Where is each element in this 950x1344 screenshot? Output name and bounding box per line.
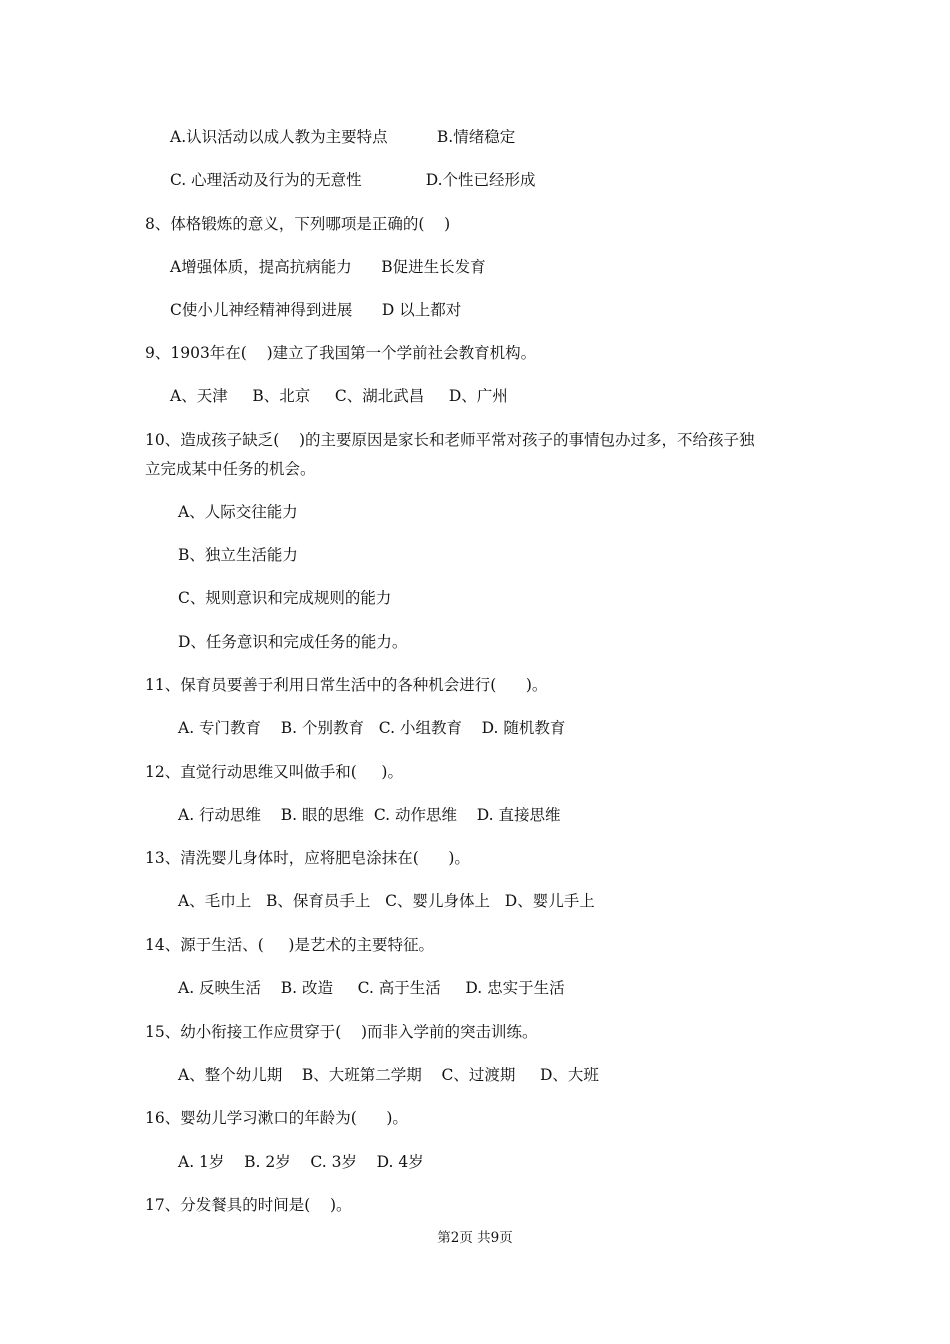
q11-options: A. 专门教育 B. 个别教育 C. 小组教育 D. 随机教育: [178, 719, 566, 737]
q7-options-cd: C. 心理活动及行为的无意性 D.个性已经形成: [170, 171, 536, 189]
question-16: 16、婴幼儿学习漱口的年龄为( )。: [145, 1109, 408, 1127]
question-17: 17、分发餐具的时间是( )。: [145, 1196, 352, 1214]
q16-options: A. 1岁 B. 2岁 C. 3岁 D. 4岁: [178, 1153, 424, 1171]
q9-options: A、天津 B、北京 C、湖北武昌 D、广州: [170, 387, 508, 405]
question-8: 8、体格锻炼的意义，下列哪项是正确的( ): [145, 215, 451, 233]
q10-option-c: C、规则意识和完成规则的能力: [178, 589, 392, 607]
q10-option-a: A、人际交往能力: [178, 503, 298, 521]
question-10: 10、造成孩子缺乏( )的主要原因是家长和老师平常对孩子的事情包办过多，不给孩子独: [145, 431, 755, 449]
q13-options: A、毛巾上 B、保育员手上 C、婴儿身体上 D、婴儿手上: [178, 892, 595, 910]
question-13: 13、清洗婴儿身体时，应将肥皂涂抹在( )。: [145, 849, 470, 867]
question-12: 12、直觉行动思维又叫做手和( )。: [145, 763, 403, 781]
q8-options-ab: A增强体质，提高抗病能力 B促进生长发育: [170, 258, 486, 276]
q14-options: A. 反映生活 B. 改造 C. 高于生活 D. 忠实于生活: [178, 979, 565, 997]
question-15: 15、幼小衔接工作应贯穿于( )而非入学前的突击训练。: [145, 1023, 538, 1041]
question-9: 9、1903年在( )建立了我国第一个学前社会教育机构。: [145, 344, 537, 362]
question-11: 11、保育员要善于利用日常生活中的各种机会进行( )。: [145, 676, 548, 694]
q15-options: A、整个幼儿期 B、大班第二学期 C、过渡期 D、大班: [178, 1066, 599, 1084]
q7-options-ab: A.认识活动以成人教为主要特点 B.情绪稳定: [170, 128, 516, 146]
q10-option-b: B、独立生活能力: [178, 546, 298, 564]
question-14: 14、源于生活、( )是艺术的主要特征。: [145, 936, 434, 954]
q8-options-cd: C使小儿神经精神得到进展 D 以上都对: [170, 301, 462, 319]
q12-options: A. 行动思维 B. 眼的思维 C. 动作思维 D. 直接思维: [178, 806, 561, 824]
q10-option-d: D、任务意识和完成任务的能力。: [178, 633, 408, 651]
question-10-continued: 立完成某中任务的机会。: [145, 460, 316, 478]
page-footer: 第2页 共9页: [437, 1230, 513, 1246]
